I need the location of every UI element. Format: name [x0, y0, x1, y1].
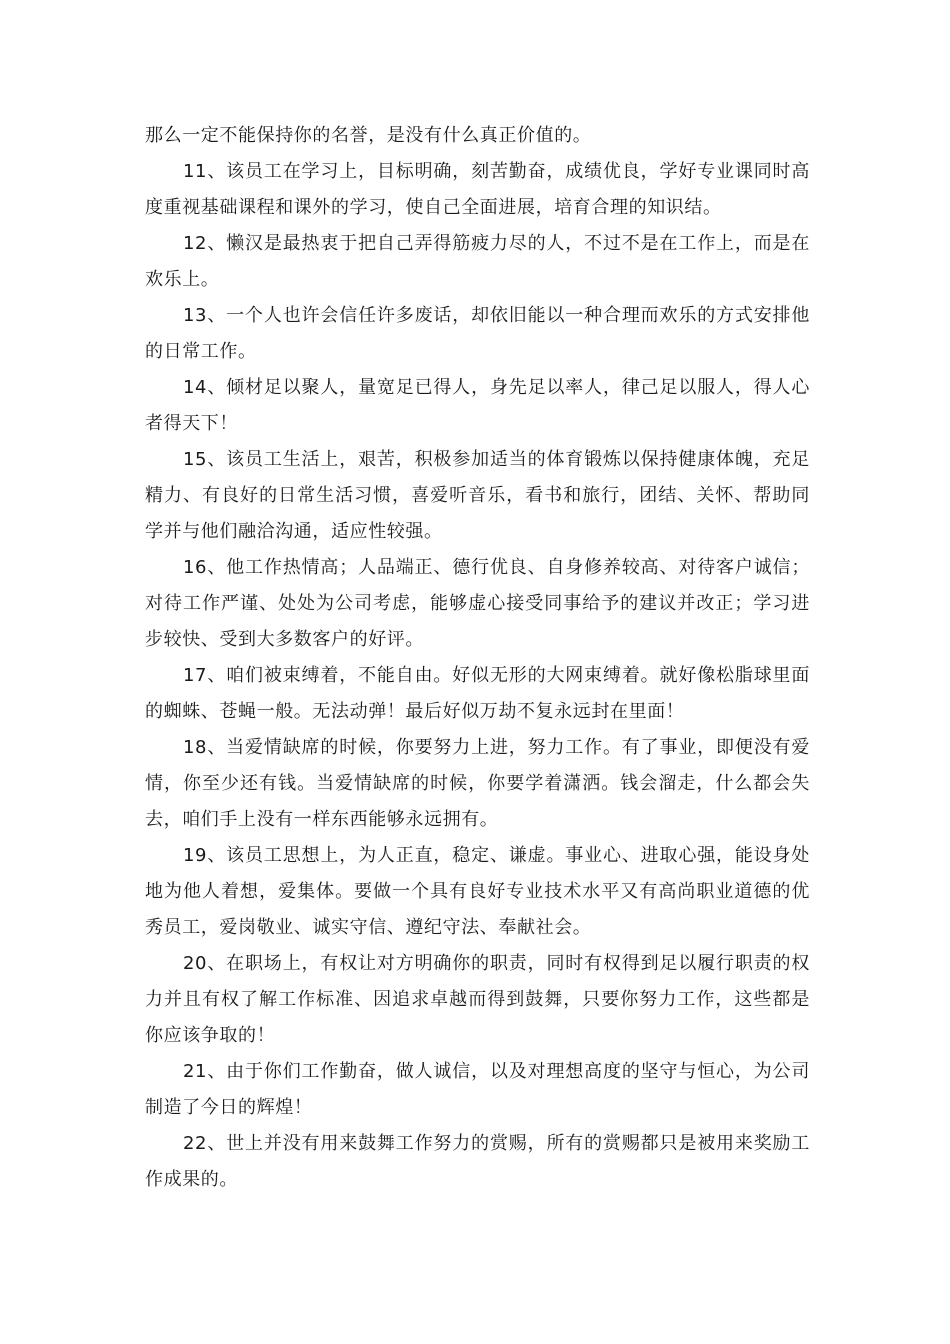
- paragraph-item-20: 20、在职场上，有权让对方明确你的职责，同时有权得到足以履行职责的权力并且有权了解工作标准、因追求卓越而得到鼓舞，只要你努力工作，这些都是你应该争取的！: [145, 953, 810, 1046]
- paragraph-item-14: 14、倾材足以聚人，量宽足已得人，身先足以率人，律己足以服人，得人心者得天下！: [145, 377, 810, 434]
- paragraph-item-19: 19、该员工思想上，为人正直，稳定、谦虚。事业心、进取心强，能设身处地为他人着想，爱集体。要做一个具有良好专业技术水平又有高尚职业道德的优秀员工，爱岗敬业、诚实守信、遵纪守法、奉献社会。: [145, 845, 810, 938]
- document-body: [145, 118, 810, 1198]
- paragraph-item-16: 16、他工作热情高；人品端正、德行优良、自身修养较高、对待客户诚信；对待工作严谨、处处为公司考虑，能够虚心接受同事给予的建议并改正；学习进步较快、受到大多数客户的好评。: [145, 557, 810, 650]
- paragraph-item-12: 12、懒汉是最热衷于把自己弄得筋疲力尽的人，不过不是在工作上，而是在欢乐上。: [145, 233, 810, 290]
- paragraph-item-13: 13、一个人也许会信任许多废话，却依旧能以一种合理而欢乐的方式安排他的日常工作。: [145, 305, 810, 362]
- paragraph-item-21: 21、由于你们工作勤奋，做人诚信，以及对理想高度的坚守与恒心，为公司制造了今日的辉煌！: [145, 1061, 810, 1118]
- paragraph-item-17: 17、咱们被束缚着，不能自由。好似无形的大网束缚着。就好像松脂球里面的蜘蛛、苍蝇一般。无法动弹！最后好似万劫不复永远封在里面！: [145, 665, 810, 722]
- paragraph-item-11: 11、该员工在学习上，目标明确，刻苦勤奋，成绩优良，学好专业课同时高度重视基础课程和课外的学习，使自己全面进展，培育合理的知识结。: [145, 161, 810, 218]
- paragraph-item-18: 18、当爱情缺席的时候，你要努力上进，努力工作。有了事业，即便没有爱情，你至少还有钱。当爱情缺席的时候，你要学着潇洒。钱会溜走，什么都会失去，咱们手上没有一样东西能够永远拥有。: [145, 737, 810, 830]
- paragraph-item-22: 22、世上并没有用来鼓舞工作努力的赏赐，所有的赏赐都只是被用来奖励工作成果的。: [145, 1133, 810, 1190]
- paragraph-item-15: 15、该员工生活上，艰苦，积极参加适当的体育锻炼以保持健康体魄，充足精力、有良好的日常生活习惯，喜爱听音乐，看书和旅行，团结、关怀、帮助同学并与他们融洽沟通，适应性较强。: [145, 449, 810, 542]
- paragraph-continuation: 那么一定不能保持你的名誉，是没有什么真正价值的。: [145, 125, 592, 146]
